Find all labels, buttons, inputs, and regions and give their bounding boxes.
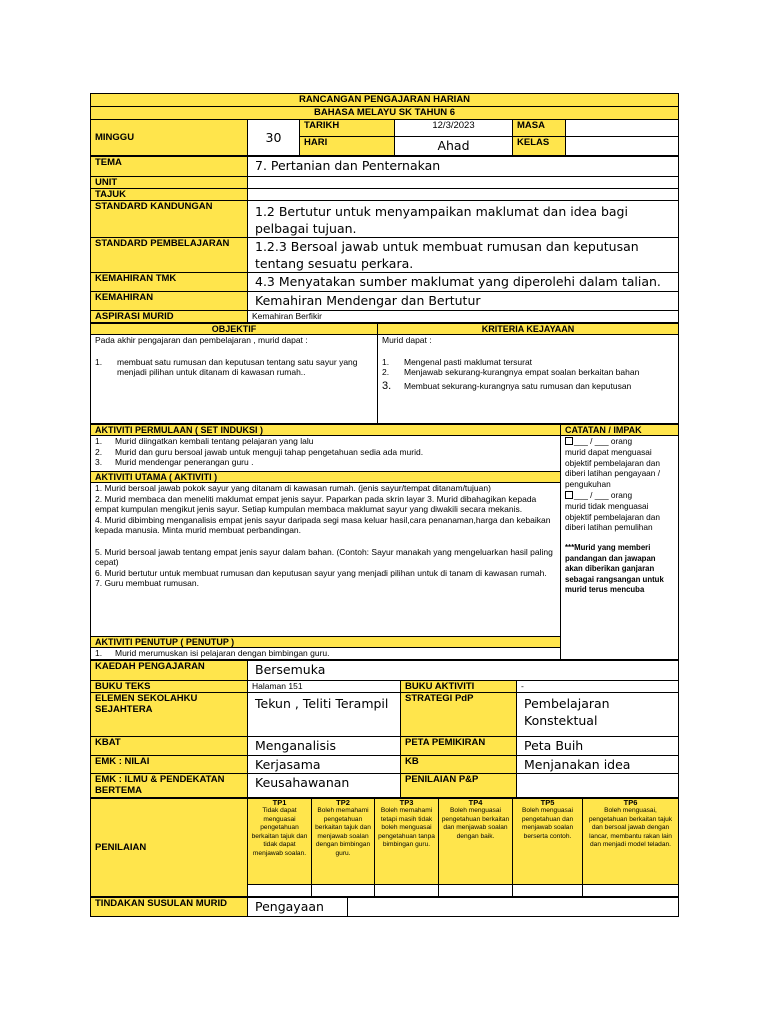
buku-aktiviti-value: - [517,680,679,692]
plan-subtitle: BAHASA MELAYU SK TAHUN 6 [91,107,679,120]
tp1-cell: TP1 Tidak dapat menguasai pengetahuan berkaitan tajuk dan tidak dapat menjawab soalan. [248,798,312,884]
utama-label: AKTIVITI UTAMA ( AKTIVITI ) [91,472,561,483]
catatan-text2: murid tidak menguasai objektif pembelajaran dan diberi latihan pemulihan [565,500,661,533]
buku-teks-value: Halaman 151 [248,680,401,692]
tp5-mark[interactable] [513,884,583,896]
penilaian-pp-label: PENILAIAN P&P [401,773,517,797]
unit-label: UNIT [91,177,248,189]
hari-value: Ahad [395,137,513,156]
unit-value [248,177,679,189]
tarikh-value: 12/3/2023 [395,120,513,137]
catatan-line1: ___ / ___ orang [565,436,674,447]
buku-aktiviti-label: BUKU AKTIVITI [401,680,517,692]
kelas-label: KELAS [513,137,566,156]
objektif-intro: Pada akhir pengajaran dan pembelajaran , murid dapat : [95,335,308,345]
kbat-value: Menganalisis [248,736,401,755]
kemahiran-label: KEMAHIRAN [91,292,248,311]
bottom-table [90,660,679,798]
kbat-label: KBAT [91,736,248,755]
peta-value: Peta Buih [517,736,679,755]
tarikh-label: TARIKH [300,120,395,137]
tmk-value: 4.3 Menyatakan sumber maklumat yang diperolehi dalam talian. [248,273,679,292]
tema-value: 7. Pertanian dan Penternakan [248,157,679,177]
hari-label: HARI [300,137,395,156]
activities-table [90,424,679,660]
kaedah-label: KAEDAH PENGAJARAN [91,660,248,680]
utama-cell [91,483,561,637]
elemen-value: Tekun , Teliti Terampil [248,692,401,736]
nilai-label: EMK : NILAI [91,755,248,773]
header-table [90,93,679,156]
tp2-mark[interactable] [312,884,375,896]
plan-title: RANCANGAN PENGAJARAN HARIAN [91,94,679,107]
list-item: 3. Murid mendengar penerangan guru . [95,457,254,467]
sk-label: STANDARD KANDUNGAN [91,201,248,238]
permulaan-cell [91,436,561,472]
aspirasi-label: ASPIRASI MURID [91,311,248,323]
list-item: 2. Murid membaca dan meneliti maklumat empat jenis sayur. Paparkan pada skrin layar 3. Murid dibahagikan kepada empat kumpulan mengikut jenis sayur. Setiap kumpulan membaca maklumat sayur yang diwakili secara mekanis. [95,493,537,514]
standards-table [90,156,679,323]
tp6-cell: TP6 Boleh menguasai, pengetahuan berkaitan tajuk dan bersoal jawab dengan lancar, membantu rakan lain dan menjadi model teladan. [583,798,679,884]
list-item: 1. Murid merumuskan isi pelajaran dengan bimbingan guru. [95,648,330,658]
tindakan-value: Pengayaan [248,897,348,916]
tajuk-label: TAJUK [91,189,248,201]
permulaan-label: AKTIVITI PERMULAAN ( SET INDUKSI ) [91,425,561,436]
nilai-value: Kerjasama [248,755,401,773]
minggu-label: MINGGU [91,120,248,156]
lesson-plan [90,93,678,917]
minggu-value: 30 [248,120,300,156]
ilmu-label: EMK : ILMU & PENDEKATAN BERTEMA [91,773,248,797]
list-item: 3. Membuat sekurang-kurangnya satu rumusan dan keputusan [382,379,632,392]
penutup-cell [91,648,561,660]
penilaian-label: PENILAIAN [91,798,248,896]
list-item: 4. Murid dibimbing menganalisis empat jenis sayur daripada segi masa keluar hasil,cara penanaman,harga dan kebaikan kepada manusia. Minta murid membuat perbandingan. [95,514,551,535]
kriteria-cell [378,335,679,424]
kb-value: Menjanakan idea [517,755,679,773]
tajuk-value [248,189,679,201]
sk-value: 1.2 Bertutur untuk menyampaikan maklumat dan idea bagi pelbagai tujuan. [248,201,679,238]
catatan-cell [561,436,679,660]
penutup-list [95,648,556,659]
masa-label: MASA [513,120,566,137]
objektif-list [95,357,373,378]
catatan-line2: ___ / ___ orang [565,490,674,501]
catatan-label: CATATAN / IMPAK [561,425,679,436]
kriteria-intro: Murid dapat : [382,335,432,345]
list-item: 1. membuat satu rumusan dan keputusan tentang satu sayur yang menjadi pilihan untuk ditanam di kawasan rumah.. [95,356,358,377]
elemen-label: ELEMEN SEKOLAHKU SEJAHTERA [91,692,248,736]
ilmu-value: Keusahawanan [248,773,401,797]
checkbox-icon[interactable] [565,437,573,445]
list-item: 6. Murid bertutur untuk membuat rumusan dan keputusan sayur yang menjadi pilihan untuk di tanam di kawasan rumah. [95,567,547,578]
checkbox-icon[interactable] [565,491,573,499]
strategi-value: Pembelajaran Konstektual [517,692,679,736]
objektif-label: OBJEKTIF [91,324,378,335]
kaedah-value: Bersemuka [248,660,679,680]
penutup-label: AKTIVITI PENUTUP ( PENUTUP ) [91,637,561,648]
tp2-cell: TP2 Boleh memahami pengetahuan berkaitan tajuk dan menjawab soalan dengan bimbingan guru. [312,798,375,884]
tindakan-extra [348,897,679,916]
tp1-mark[interactable] [248,884,312,896]
tindakan-label: TINDAKAN SUSULAN MURID [91,897,248,916]
buku-teks-label: BUKU TEKS [91,680,248,692]
permulaan-list [95,436,556,468]
objektif-cell [91,335,378,424]
catatan-text1: murid dapat menguasai objektif pembelajaran dan diberi latihan pengayaan / pengukuhan [565,446,661,490]
penilaian-table [90,798,679,897]
sp-label: STANDARD PEMBELAJARAN [91,238,248,273]
tema-label: TEMA [91,157,248,177]
tp4-cell: TP4 Boleh menguasai pengetahuan berkaitan dan menjawab soalan dengan baik. [439,798,513,884]
tp3-cell: TP3 Boleh memahami tetapi masih tidak boleh menguasai pengetahuan tanpa bimbingan guru. [375,798,439,884]
list-item: 7. Guru membuat rumusan. [95,578,199,588]
tp4-mark[interactable] [439,884,513,896]
list-item: 1. Murid diingatkan kembali tentang pelajaran yang lalu [95,436,314,446]
kriteria-label: KRITERIA KEJAYAAN [378,324,679,335]
masa-value [566,120,679,137]
catatan-note: ***Murid yang memberi pandangan dan jawapan akan diberikan ganjaran sebagai rangsangan untuk murid terus mencuba [565,543,664,595]
aspirasi-value: Kemahiran Berfikir [248,311,679,323]
kriteria-list [382,357,674,392]
strategi-label: STRATEGI PdP [401,692,517,736]
penilaian-pp-value [517,773,679,797]
list-item: 2. Menjawab sekurang-kurangnya empat soalan berkaitan bahan [382,367,640,377]
tmk-label: KEMAHIRAN TMK [91,273,248,292]
tindakan-table [90,897,679,917]
list-item: 1. Mengenal pasti maklumat tersurat [382,356,533,367]
list-item: 2. Murid dan guru bersoal jawab untuk menguji tahap pengetahuan sedia ada murid. [95,446,424,457]
objectives-table [90,323,679,424]
kelas-value [566,137,679,156]
tp3-mark[interactable] [375,884,439,896]
kb-label: KB [401,755,517,773]
tp5-cell: TP5 Boleh menguasai pengetahuan dan menjawab soalan berserta contoh. [513,798,583,884]
tp6-mark[interactable] [583,884,679,896]
list-item: 5. Murid bersoal jawab tentang empat jenis sayur dalam bahan. (Contoh: Sayur manakah yang mengeluarkan hasil paling cepat) [95,546,553,567]
kemahiran-value: Kemahiran Mendengar dan Bertutur [248,292,679,311]
list-item: 1. Murid bersoal jawab pokok sayur yang ditanam di kawasan rumah. (jenis sayur/tempat ditanam/tujuan) [95,483,491,493]
sp-value: 1.2.3 Bersoal jawab untuk membuat rumusan dan keputusan tentang sesuatu perkara. [248,238,679,273]
peta-label: PETA PEMIKIRAN [401,736,517,755]
